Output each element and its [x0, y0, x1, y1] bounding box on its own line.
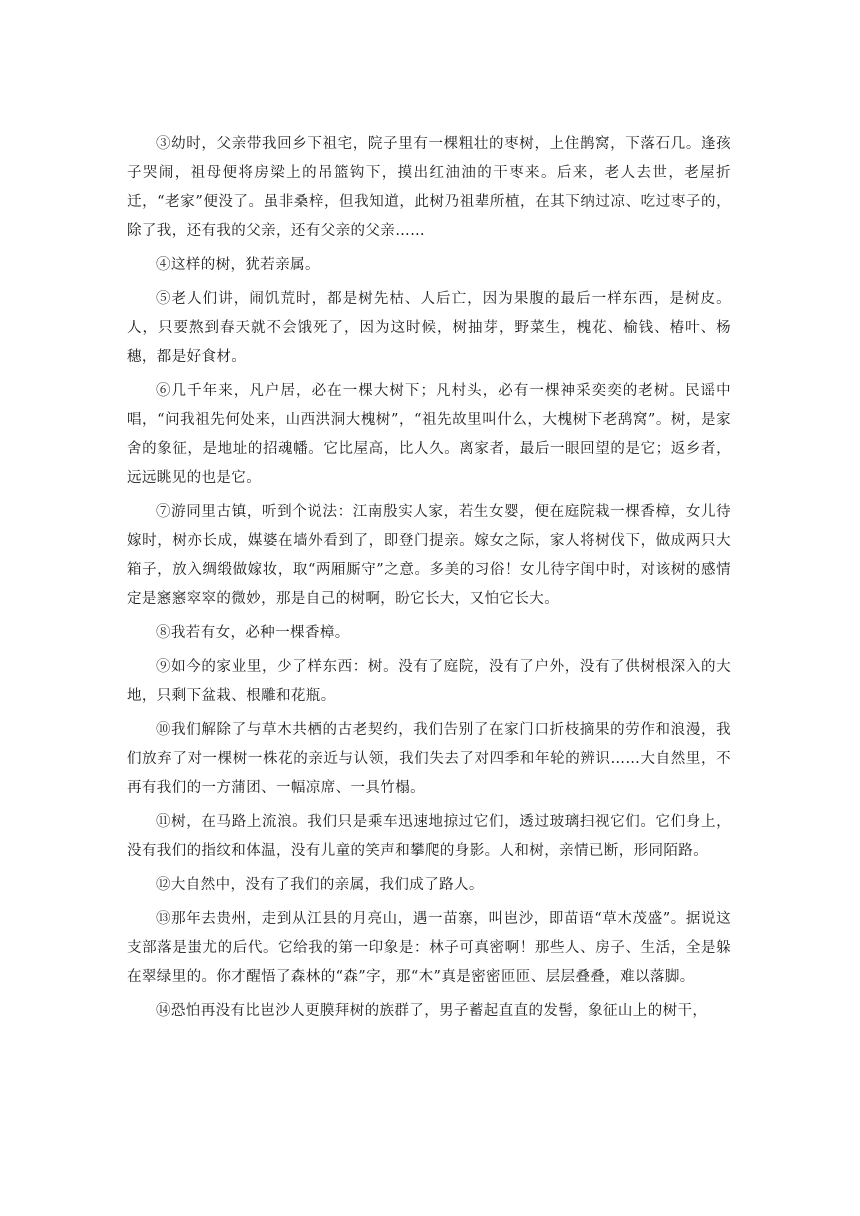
paragraph-6: ⑥几千年来，凡户居，必在一棵大树下；凡村头，必有一棵神采奕奕的老树。民谣中唱，“问我祖先何处来，山西洪洞大槐树”，“祖先故里叫什么，大槐树下老鸹窝”。树，是家舍的象征，是地址的招魂幡。它比屋高，比人久。离家者，最后一眼回望的是它；返乡者，远远眺见的也是它。 [127, 383, 731, 486]
paragraph-12: ⑫大自然中，没有了我们的亲属，我们成了路人。 [156, 877, 484, 893]
paragraph-4: ④这样的树，犹若亲属。 [156, 257, 320, 273]
paragraph-5: ⑤老人们讲，闹饥荒时，都是树先枯、人后亡，因为果腹的最后一样东西，是树皮。人，只要熬到春天就不会饿死了，因为这时候，树抽芽，野菜生，槐花、榆钱、椿叶、杨穗，都是好食材。 [127, 291, 731, 365]
paragraph-10: ⑩我们解除了与草木共栖的古老契约，我们告别了在家门口折枝摘果的劳作和浪漫，我们放弃了对一棵树一株花的亲近与认领，我们失去了对四季和年轮的辨识……大自然里，不再有我们的一方蒲团、一幅凉席、一具竹榻。 [127, 722, 731, 796]
paragraph-8: ⑧我若有女，必种一棵香樟。 [156, 625, 350, 641]
paragraph-9: ⑨如今的家业里，少了样东西：树。没有了庭院，没有了户外，没有了供树根深入的大地，只剩下盆栽、根雕和花瓶。 [127, 659, 731, 704]
paragraph-7: ⑦游同里古镇，听到个说法：江南殷实人家，若生女婴，便在庭院栽一棵香樟，女儿待嫁时，树亦长成，媒婆在墙外看到了，即登门提亲。嫁女之际，家人将树伐下，做成两只大箱子，放入绸缎做嫁妆，取“两厢厮守”之意。多美的习俗！女儿待字闺中时，对该树的感情定是窸窸窣窣的微妙，那是自己的树啊，盼它长大，又怕它长大。 [127, 504, 731, 607]
paragraph-13: ⑬那年去贵州，走到从江县的月亮山，遇一苗寨，叫岜沙，即苗语“草木茂盛”。据说这支部落是蚩尤的后代。它给我的第一印象是：林子可真密啊！那些人、房子、生活，全是躲在翠绿里的。你才醒悟了森林的“森”字，那“木”真是密密匝匝、层层叠叠，难以落脚。 [127, 911, 731, 985]
paragraph-14: ⑭恐怕再没有比岜沙人更膜拜树的族群了，男子蓄起直直的发髻，象征山上的树干， [156, 1003, 708, 1019]
paragraph-3: ③幼时，父亲带我回乡下祖宅，院子里有一棵粗壮的枣树，上住鹊窝，下落石几。逢孩子哭闹，祖母便将房梁上的吊篮钩下，摸出红油油的干枣来。后来，老人去世，老屋折迁，“老家”便没了。虽非桑梓，但我知道，此树乃祖辈所植，在其下纳过凉、吃过枣子的，除了我，还有我的父亲，还有父亲的父亲…… [127, 136, 731, 239]
article-body [127, 130, 731, 1031]
paragraph-11: ⑪树，在马路上流浪。我们只是乘车迅速地掠过它们，透过玻璃扫视它们。它们身上，没有我们的指纹和体温，没有儿童的笑声和攀爬的身影。人和树，亲情已断，形同陌路。 [127, 814, 731, 859]
